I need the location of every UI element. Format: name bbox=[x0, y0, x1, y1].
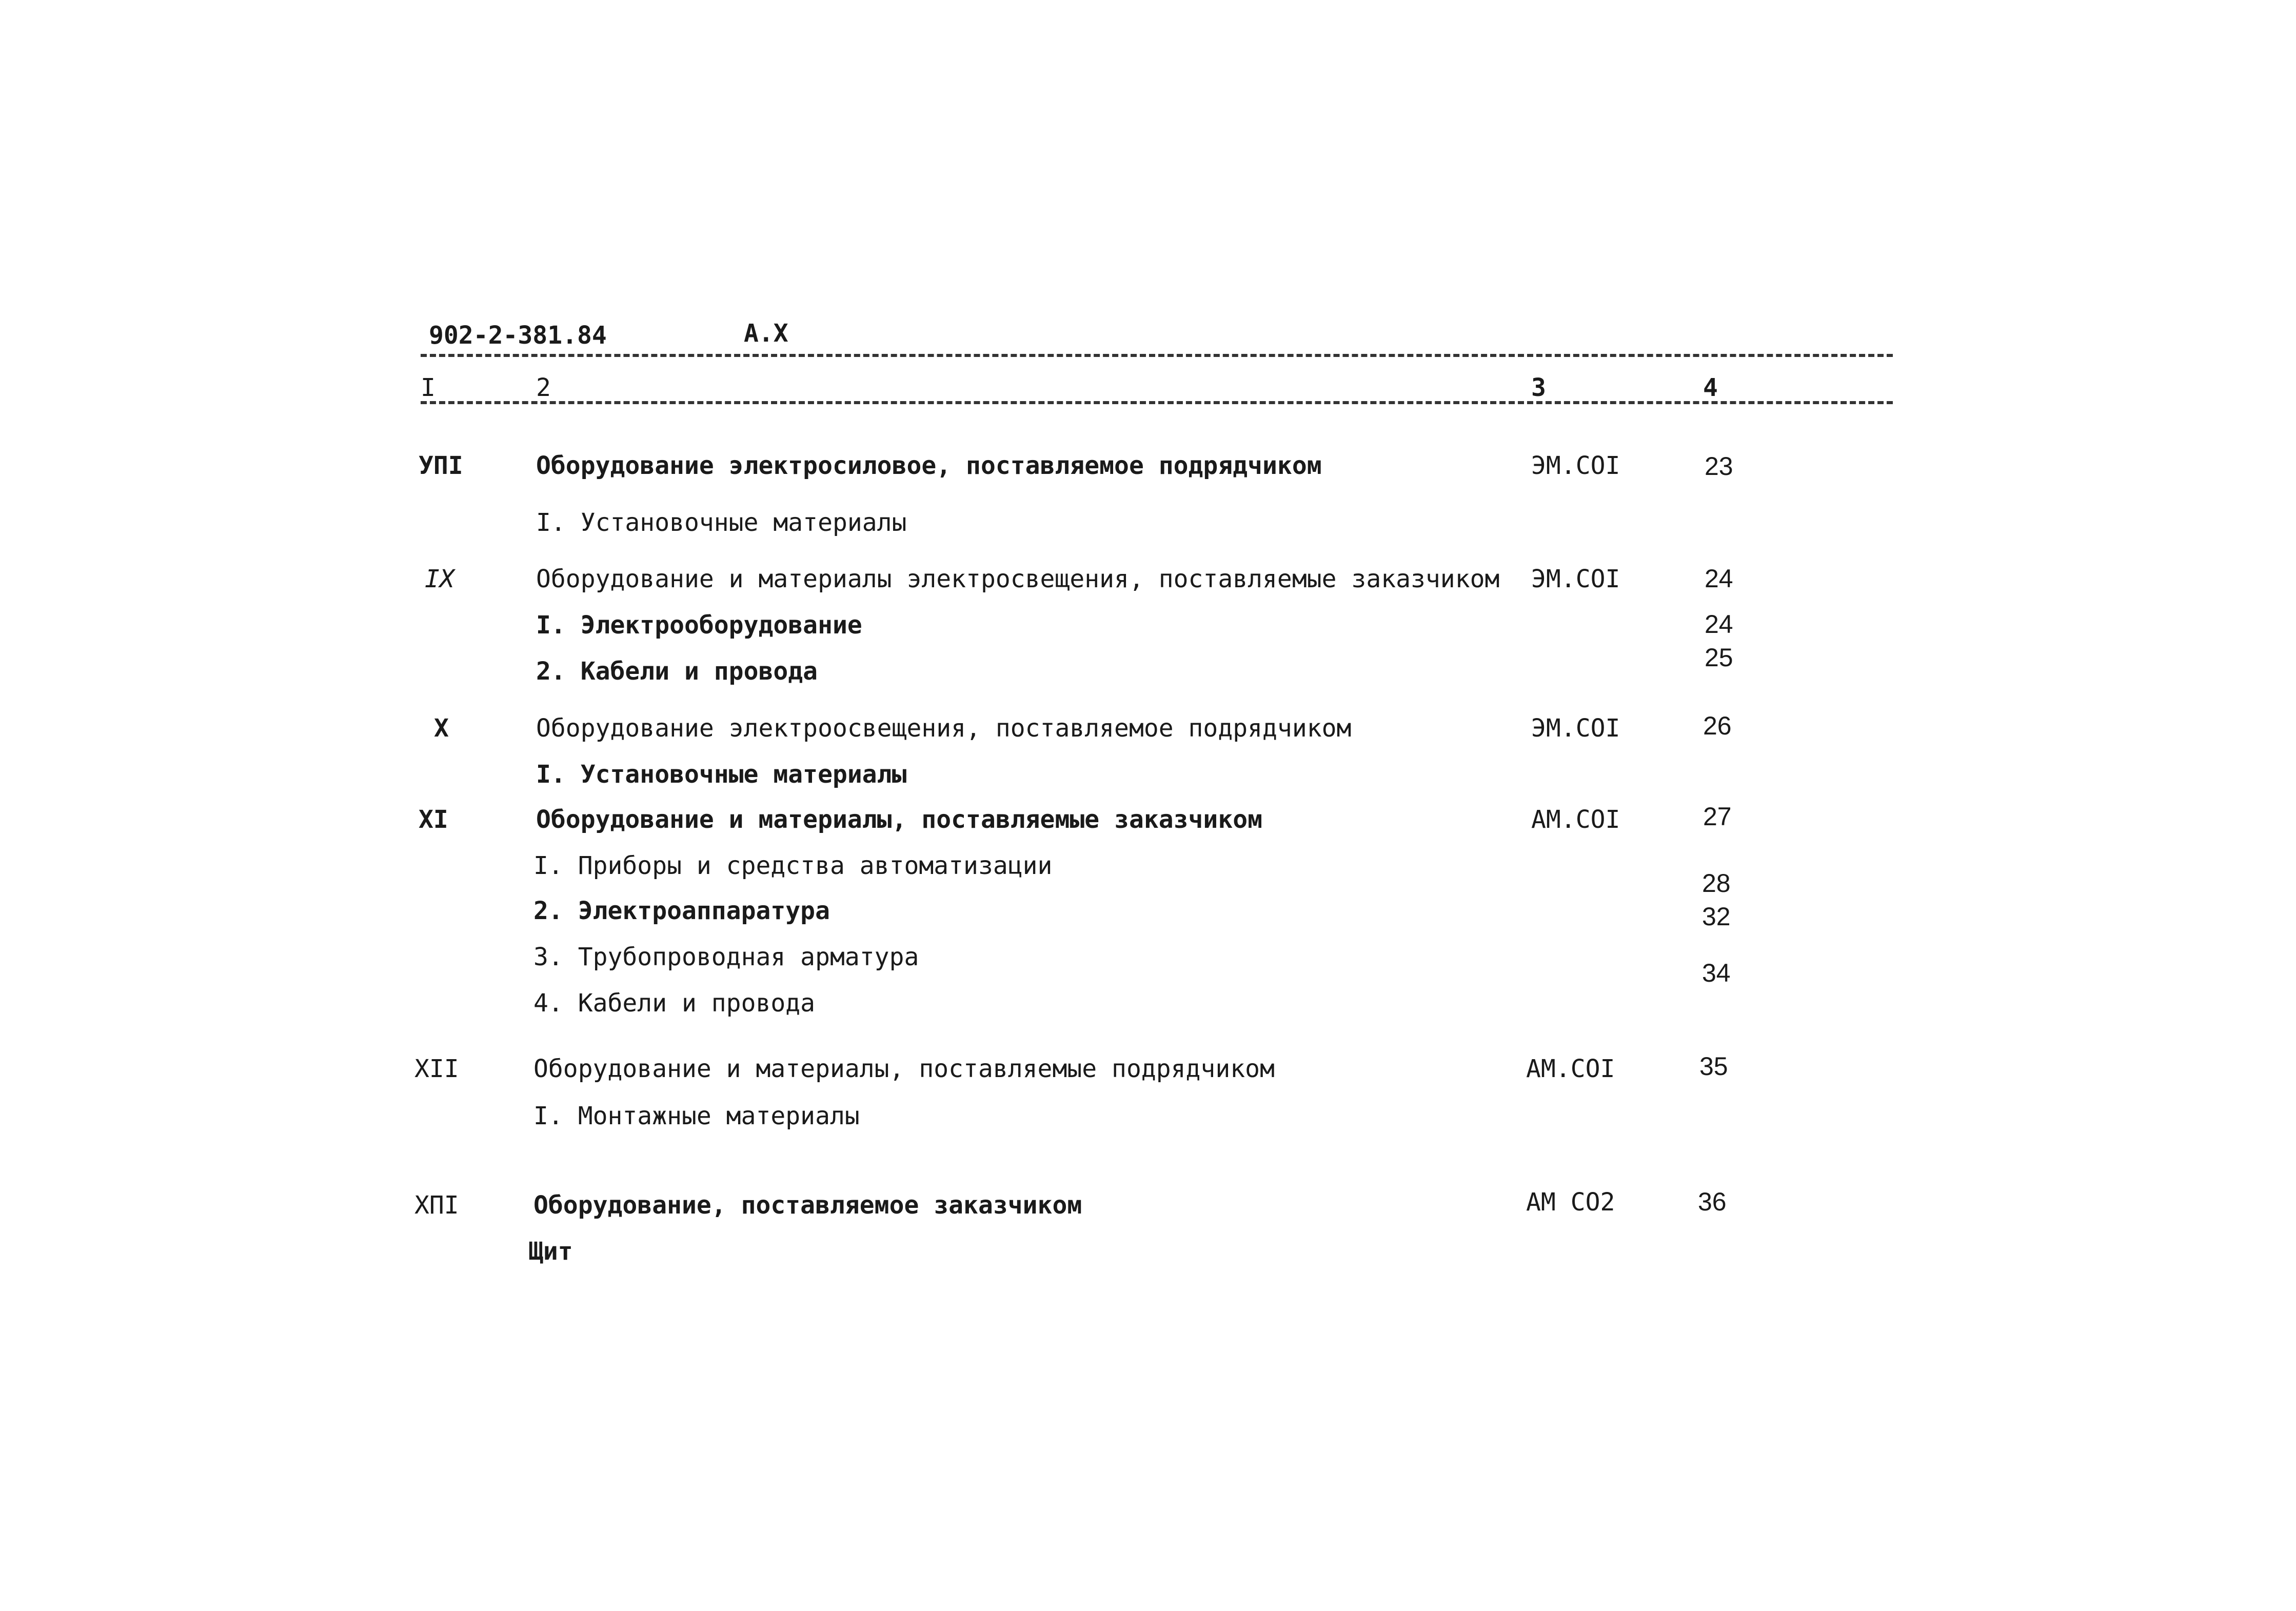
document-mark: АМ.СОI bbox=[1526, 1055, 1615, 1083]
document-mark: АМ.СОI bbox=[1531, 805, 1620, 834]
page-number: 23 bbox=[1705, 452, 1733, 481]
section-number: X bbox=[434, 714, 449, 743]
column-number-1: I bbox=[421, 373, 436, 402]
column-number-2: 2 bbox=[536, 373, 551, 402]
subitem-page: 25 bbox=[1705, 643, 1733, 672]
section-number: ХПI bbox=[414, 1191, 459, 1220]
document-mark: ЭМ.СОI bbox=[1531, 451, 1620, 480]
document-mark: ЭМ.СОI bbox=[1531, 714, 1620, 743]
page-number: 27 bbox=[1703, 802, 1732, 831]
subitem-label: Щит bbox=[528, 1237, 573, 1266]
section-title: Оборудование и материалы, поставляемые подрядчиком bbox=[533, 1055, 1275, 1083]
section-title: Оборудование и материалы электросвещения, поставляемые заказчиком bbox=[536, 565, 1500, 593]
document-mark: АМ СО2 bbox=[1526, 1188, 1615, 1217]
subitem-label: 2. Кабели и провода bbox=[536, 657, 818, 686]
column-rule bbox=[421, 401, 1893, 404]
page-number: 35 bbox=[1699, 1052, 1728, 1081]
section-title: Оборудование, поставляемое заказчиком bbox=[533, 1191, 1082, 1220]
subitem-label: I. Установочные материалы bbox=[536, 508, 907, 537]
subitem-label: I. Приборы и средства автоматизации bbox=[533, 851, 1053, 880]
subitem-page: 34 bbox=[1702, 959, 1731, 987]
section-number: УПI bbox=[419, 451, 463, 480]
subitem-page: 28 bbox=[1702, 869, 1731, 898]
subitem-label: 4. Кабели и провода bbox=[533, 989, 816, 1018]
page-number: 36 bbox=[1698, 1187, 1727, 1216]
section-number: IX bbox=[425, 565, 454, 593]
subitem-label: 2. Электроаппаратура bbox=[533, 897, 830, 925]
subitem-label: I. Монтажные материалы bbox=[533, 1102, 860, 1130]
subitem-page: 24 bbox=[1705, 610, 1733, 639]
page-number: 24 bbox=[1705, 564, 1733, 593]
section-title: Оборудование и материалы, поставляемые заказчиком bbox=[536, 805, 1263, 834]
document-code: 902-2-381.84 bbox=[429, 321, 607, 350]
subitem-label: 3. Трубопроводная арматура bbox=[533, 943, 919, 971]
section-number: XII bbox=[414, 1055, 459, 1083]
subitem-page: 32 bbox=[1702, 902, 1731, 931]
section-code: A.X bbox=[744, 319, 788, 348]
section-number: XI bbox=[419, 805, 448, 834]
page-number: 26 bbox=[1703, 711, 1732, 740]
subitem-label: I. Электрооборудование bbox=[536, 611, 862, 640]
column-number-3: 3 bbox=[1531, 373, 1546, 402]
document-mark: ЭМ.СОI bbox=[1531, 565, 1620, 593]
subitem-label: I. Установочные материалы bbox=[536, 760, 907, 789]
column-number-4: 4 bbox=[1703, 373, 1718, 402]
section-title: Оборудование электроосвещения, поставляемое подрядчиком bbox=[536, 714, 1352, 743]
section-title: Оборудование электросиловое, поставляемое подрядчиком bbox=[536, 451, 1322, 480]
header-rule bbox=[421, 354, 1893, 357]
